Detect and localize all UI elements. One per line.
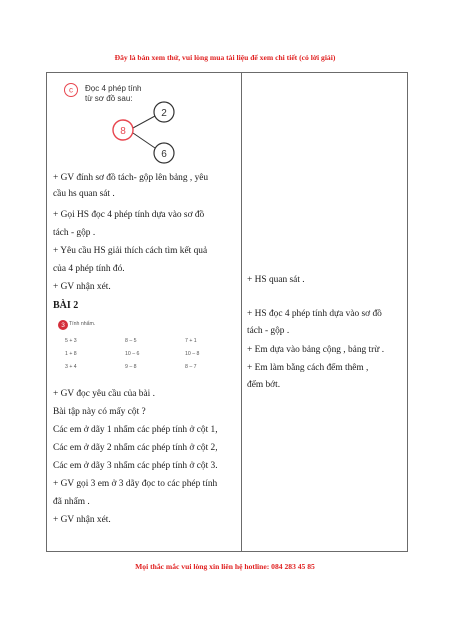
exercise-cell: 10 – 6 — [125, 351, 140, 357]
section-title: BÀI 2 — [53, 300, 79, 311]
footer-notice: Mọi thắc mắc vui lòng xin liên hệ hotline: 084 283 45 85 — [135, 562, 315, 571]
right-line: + HS đọc 4 phép tính dựa vào sơ đồ — [247, 309, 382, 319]
diagram-letter: c — [69, 85, 73, 95]
left-line: + Yêu cầu HS giải thích cách tìm kết quả — [53, 246, 208, 256]
lesson-table — [46, 72, 408, 552]
diagram-title-1: Đọc 4 phép tính — [85, 84, 142, 93]
diagram-link-bottom — [133, 133, 155, 148]
diagram-part-bottom-value: 6 — [161, 149, 167, 160]
diagram-whole-value: 8 — [120, 126, 126, 137]
exercise-title: Tính nhẩm. — [69, 321, 96, 327]
diagram-title-2: từ sơ đồ sau: — [85, 94, 133, 103]
exercise-cell: 8 – 5 — [125, 338, 137, 344]
exercise-cell: 8 – 7 — [185, 364, 197, 370]
left-line: tách - gộp . — [53, 228, 96, 238]
exercise-cell: 9 – 8 — [125, 364, 137, 370]
left-line: của 4 phép tính đó. — [53, 264, 125, 274]
exercise-cell: 1 + 8 — [65, 351, 77, 357]
left-line: + GV nhận xét. — [53, 282, 111, 292]
right-line: + Em làm bằng cách đếm thêm , — [247, 363, 369, 373]
exercise-cell: 3 + 4 — [65, 364, 77, 370]
left-line: đã nhẩm . — [53, 497, 90, 507]
left-line: + GV đọc yêu cầu của bài . — [53, 389, 155, 399]
left-line: cầu hs quan sát . — [53, 189, 115, 199]
right-line: tách - gộp . — [247, 326, 290, 336]
left-line: Các em ở dãy 1 nhẩm các phép tính ở cột 1, — [53, 425, 218, 435]
left-line: Các em ở dãy 3 nhẩm các phép tính ở cột 3. — [53, 461, 218, 471]
left-line: Bài tập này có mấy cột ? — [53, 407, 146, 417]
tach-gop-diagram — [63, 81, 203, 169]
right-line: + Em dựa vào bảng cộng , bảng trừ . — [247, 345, 385, 355]
left-line: Các em ở dãy 2 nhẩm các phép tính ở cột 2, — [53, 443, 218, 453]
exercise-number: 3 — [61, 322, 65, 330]
right-line: đếm bớt. — [247, 380, 281, 390]
exercise-cell: 5 + 3 — [65, 338, 77, 344]
left-line: + GV gọi 3 em ở 3 dãy đọc to các phép tính — [53, 479, 218, 489]
right-line: + HS quan sát . — [247, 275, 305, 285]
diagram-part-top-value: 2 — [161, 108, 167, 119]
header-notice: Đây là bản xem thử, vui lòng mua tài liệu để xem chi tiết (có lời giải) — [114, 53, 336, 62]
column-divider — [241, 73, 242, 551]
left-line: + Gọi HS đọc 4 phép tính dựa vào sơ đồ — [53, 210, 205, 220]
exercise-cell: 10 – 8 — [185, 351, 200, 357]
left-line: + GV nhận xét. — [53, 515, 111, 525]
left-line: + GV đính sơ đồ tách- gộp lên bảng , yêu — [53, 173, 209, 183]
diagram-link-top — [133, 116, 155, 128]
exercise-cell: 7 + 1 — [185, 338, 197, 344]
